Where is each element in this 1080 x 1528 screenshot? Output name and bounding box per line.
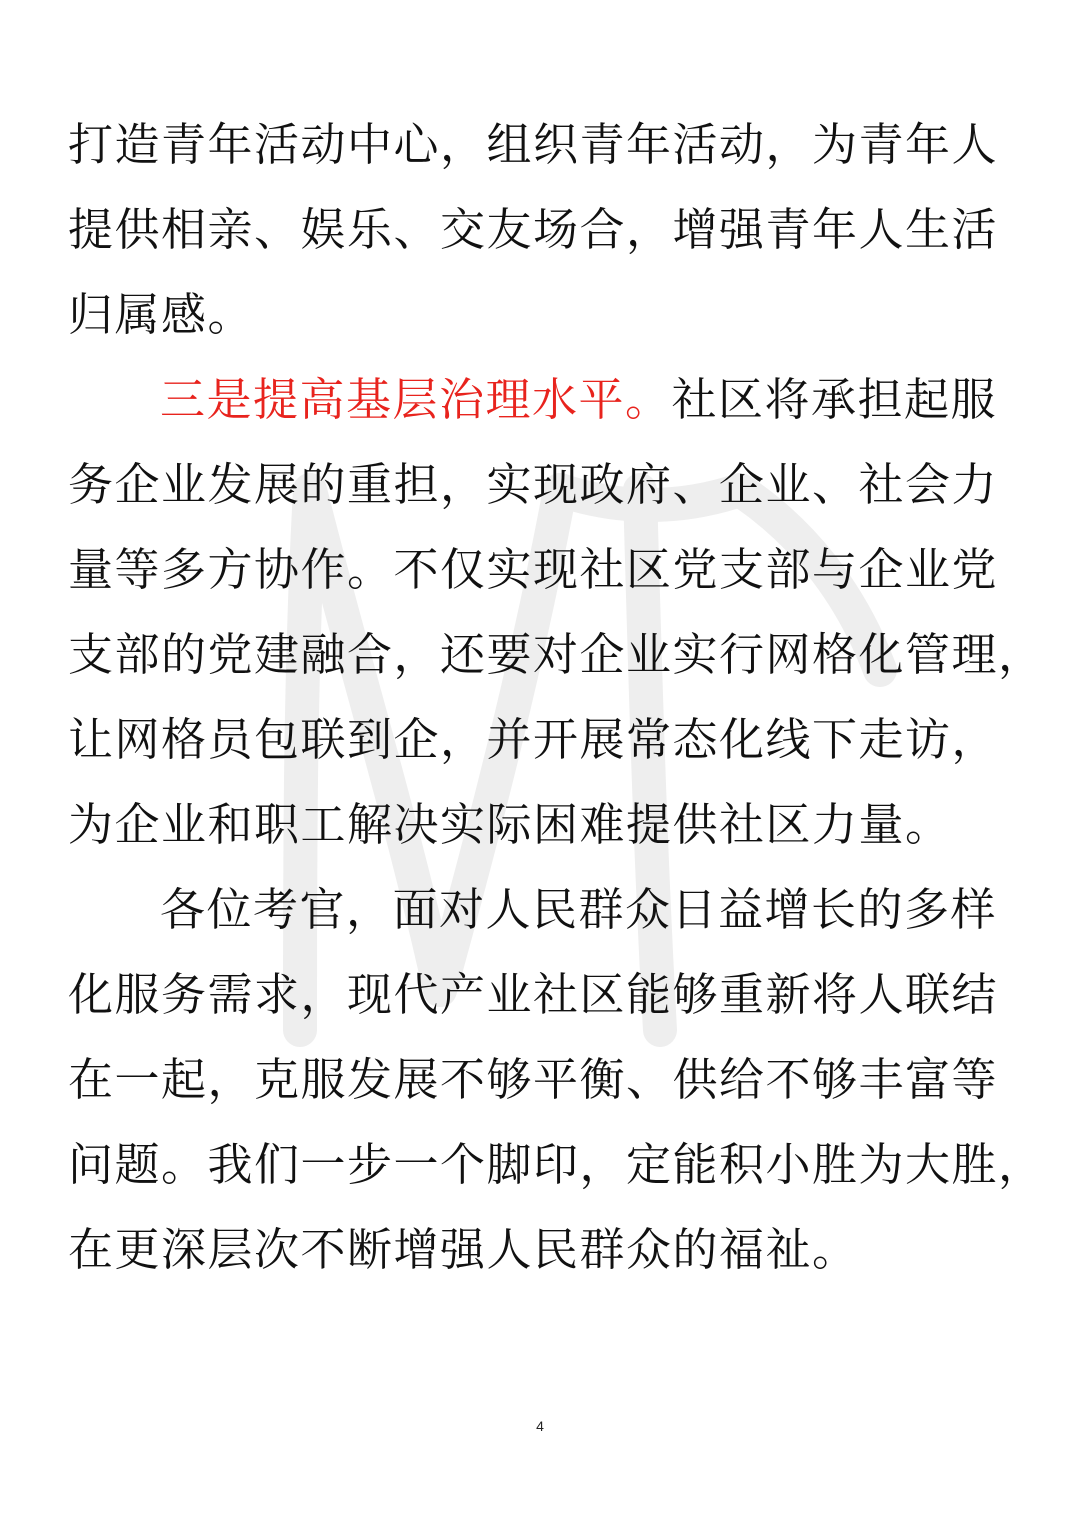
paragraph3-line2: 化服务需求，现代产业社区能够重新将人联结: [68, 968, 999, 1021]
page-number: 4: [536, 1418, 544, 1434]
paragraph3-line3: 在一起，克服发展不够平衡、供给不够丰富等: [68, 1053, 999, 1106]
paragraph2-line6: 为企业和职工解决实际困难提供社区力量。: [68, 798, 952, 851]
section-heading: 三是提高基层治理水平。: [160, 373, 672, 426]
paragraph1-line2: 提供相亲、娱乐、交友场合，增强青年人生活: [68, 203, 999, 256]
paragraph1-line3: 归属感。: [68, 288, 255, 341]
paragraph3-line4: 问题。我们一步一个脚印，定能积小胜为大胜，: [68, 1138, 1045, 1191]
paragraph2-line4: 支部的党建融合，还要对企业实行网格化管理，: [68, 628, 1045, 681]
paragraph2-line1: [160, 370, 997, 430]
paragraph2-line2: 务企业发展的重担，实现政府、企业、社会力: [68, 458, 999, 511]
paragraph3-line5: 在更深层次不断增强人民群众的福祉。: [68, 1223, 859, 1276]
paragraph2-line3: 量等多方协作。不仅实现社区党支部与企业党: [68, 543, 999, 596]
paragraph3-line1: 各位考官，面对人民群众日益增长的多样: [160, 883, 998, 936]
paragraph2-line1-text: 社区将承担起服: [671, 373, 998, 426]
paragraph2-line5: 让网格员包联到企，并开展常态化线下走访，: [68, 713, 999, 766]
paragraph1-line1: 打造青年活动中心，组织青年活动，为青年人: [68, 118, 999, 171]
